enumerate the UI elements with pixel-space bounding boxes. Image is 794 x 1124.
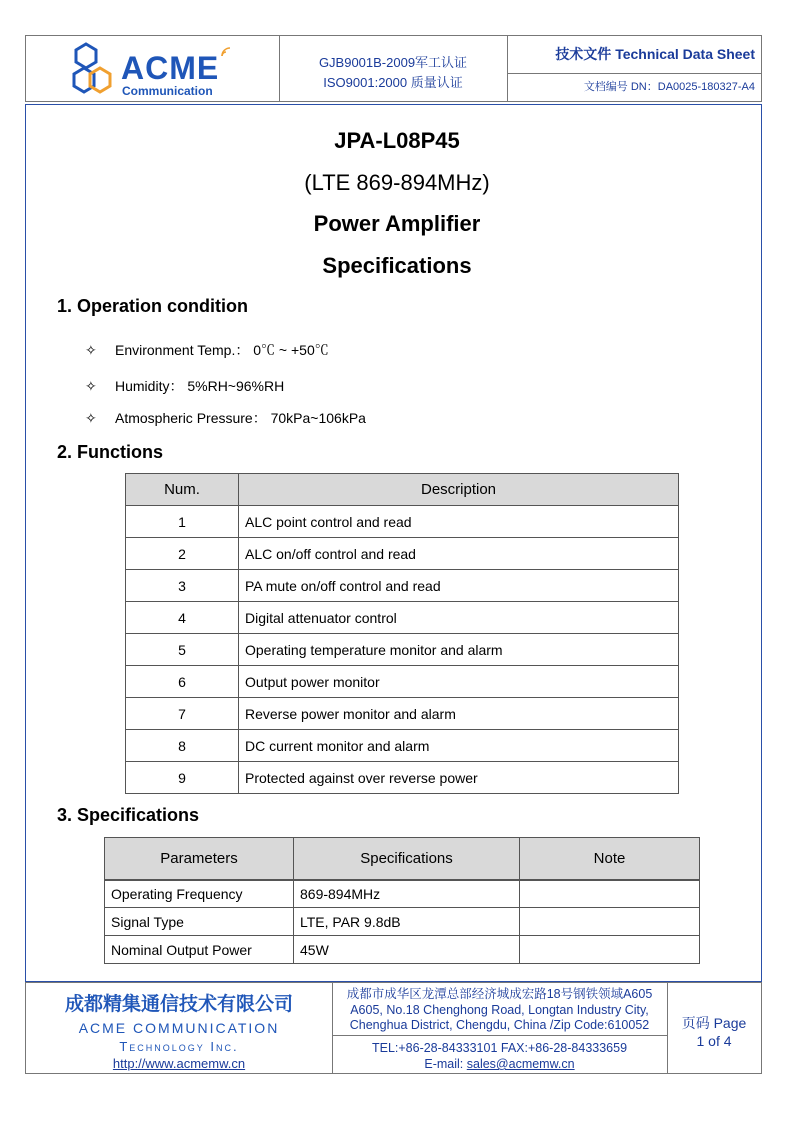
page-header bbox=[25, 35, 762, 102]
doc-title-line3: Power Amplifier bbox=[313, 211, 481, 236]
table-row bbox=[126, 506, 679, 538]
cell-num: 7 bbox=[126, 698, 239, 730]
table-row bbox=[126, 634, 679, 666]
page-number-cell bbox=[667, 983, 761, 1073]
cell-note bbox=[520, 880, 700, 908]
cert-line-1: GJB9001B-2009军工认证 bbox=[318, 55, 468, 70]
cell-parameter: Operating Frequency bbox=[105, 880, 294, 908]
bullet-icon: ✧ bbox=[85, 342, 97, 358]
company-name-en-2: Technology Inc. bbox=[119, 1039, 239, 1054]
cert-line-2: ISO9001:2000 质量认证 bbox=[323, 75, 463, 90]
column-header: Note bbox=[520, 838, 700, 880]
table-row bbox=[126, 762, 679, 794]
functions-table bbox=[125, 473, 679, 794]
list-item: ✧ Environment Temp.： 0℃ ~ +50℃ bbox=[85, 342, 329, 358]
doc-type: 技术文件 Technical Data Sheet bbox=[507, 36, 761, 74]
address-en-1: A605, No.18 Chenghong Road, Longtan Industry City, bbox=[350, 1003, 649, 1017]
doc-number: 文档编号 DN：DA0025-180327-A4 bbox=[583, 81, 755, 93]
certification-cell bbox=[279, 36, 508, 101]
cell-num: 1 bbox=[126, 506, 239, 538]
bullet-icon: ✧ bbox=[85, 378, 97, 394]
table-row bbox=[126, 730, 679, 762]
cell-description: PA mute on/off control and read bbox=[239, 570, 679, 602]
company-cell bbox=[26, 983, 333, 1073]
address-en-2: Chenghua District, Chengdu, China /Zip Code:610052 bbox=[349, 1018, 650, 1032]
cell-description: Digital attenuator control bbox=[239, 602, 679, 634]
logo-subtitle: Communication bbox=[122, 84, 213, 98]
specifications-table bbox=[104, 837, 700, 964]
cell-description: ALC point control and read bbox=[239, 506, 679, 538]
cell-note bbox=[520, 908, 700, 936]
doc-info-cell bbox=[507, 36, 761, 101]
cell-num: 9 bbox=[126, 762, 239, 794]
company-name-cn: 成都精集通信技术有限公司 bbox=[64, 994, 293, 1015]
cell-description: Output power monitor bbox=[239, 666, 679, 698]
address-cn: 成都市成华区龙潭总部经济城成宏路18号钢铁领域A605 bbox=[346, 987, 653, 1001]
cell-description: ALC on/off control and read bbox=[239, 538, 679, 570]
list-item: ✧ Humidity： 5%RH~96%RH bbox=[85, 378, 285, 394]
acme-logo-icon bbox=[72, 42, 122, 98]
address-cell bbox=[332, 983, 668, 1073]
cell-parameter: Signal Type bbox=[105, 908, 294, 936]
cell-parameter: Nominal Output Power bbox=[105, 936, 294, 964]
cell-num: 4 bbox=[126, 602, 239, 634]
logo-cell bbox=[26, 36, 280, 101]
section-heading-specifications: 3. Specifications bbox=[57, 805, 200, 825]
list-item: ✧ Atmospheric Pressure： 70kPa~106kPa bbox=[85, 410, 366, 426]
column-header: Parameters bbox=[105, 838, 294, 880]
model-title: JPA-L08P45 bbox=[334, 128, 460, 153]
table-row bbox=[126, 538, 679, 570]
table-row bbox=[126, 698, 679, 730]
company-name-en: ACME COMMUNICATION bbox=[78, 1020, 280, 1036]
cell-specification: 869-894MHz bbox=[294, 880, 520, 908]
cell-num: 3 bbox=[126, 570, 239, 602]
cell-description: Protected against over reverse power bbox=[239, 762, 679, 794]
table-row bbox=[105, 908, 700, 936]
table-header-row bbox=[105, 838, 700, 880]
table-row bbox=[105, 880, 700, 908]
tel-fax: TEL:+86-28-84333101 FAX:+86-28-84333659 bbox=[332, 1035, 667, 1055]
table-row bbox=[105, 936, 700, 964]
cell-num: 8 bbox=[126, 730, 239, 762]
cell-description: DC current monitor and alarm bbox=[239, 730, 679, 762]
column-header: Description bbox=[239, 474, 679, 506]
column-header: Specifications bbox=[294, 838, 520, 880]
band-subtitle: (LTE 869-894MHz) bbox=[304, 170, 490, 195]
logo-wordmark: ACME bbox=[121, 50, 220, 86]
table-row bbox=[126, 666, 679, 698]
cell-num: 6 bbox=[126, 666, 239, 698]
cell-specification: 45W bbox=[294, 936, 520, 964]
email-link[interactable]: sales@acmemw.cn bbox=[466, 1057, 575, 1071]
page-number: 1 of 4 bbox=[696, 1033, 732, 1049]
section-heading-operation: 1. Operation condition bbox=[57, 296, 249, 316]
cell-num: 2 bbox=[126, 538, 239, 570]
table-row bbox=[126, 602, 679, 634]
column-header: Num. bbox=[126, 474, 239, 506]
table-header-row bbox=[126, 474, 679, 506]
website-link[interactable]: http://www.acmemw.cn bbox=[112, 1056, 246, 1071]
page-footer bbox=[25, 982, 762, 1074]
doc-title-line4: Specifications bbox=[322, 253, 472, 278]
cell-note bbox=[520, 936, 700, 964]
table-row bbox=[126, 570, 679, 602]
bullet-icon: ✧ bbox=[85, 410, 97, 426]
page-label: 页码 Page bbox=[681, 1015, 747, 1031]
cell-num: 5 bbox=[126, 634, 239, 666]
signal-icon bbox=[220, 46, 232, 58]
cell-specification: LTE, PAR 9.8dB bbox=[294, 908, 520, 936]
cell-description: Reverse power monitor and alarm bbox=[239, 698, 679, 730]
cell-description: Operating temperature monitor and alarm bbox=[239, 634, 679, 666]
section-heading-functions: 2. Functions bbox=[57, 442, 164, 462]
email-line: E-mail: sales@acmemw.cn bbox=[424, 1057, 575, 1071]
